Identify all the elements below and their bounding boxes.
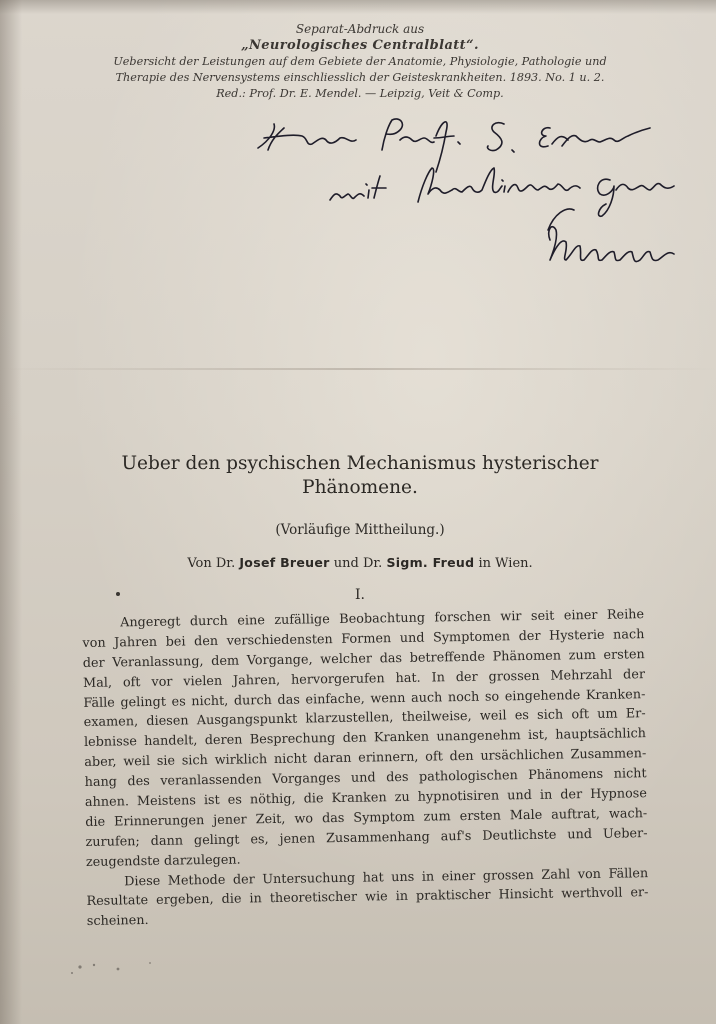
header-journal-title: „Neurologisches Centralblatt“. xyxy=(241,38,479,53)
body-paragraphs xyxy=(82,605,649,932)
ink-smudge-marks xyxy=(60,955,260,985)
body-line: scheinen. xyxy=(86,913,149,930)
header-journal-description-1: Uebersicht der Leistungen auf dem Gebiete der Anatomie, Physiologie, Pathologie und xyxy=(113,55,607,68)
offprint-header xyxy=(60,22,660,102)
body-line: hang des veranlassenden Vorganges und des pathologischen Phänomens nicht xyxy=(84,766,647,791)
handwritten-inscription xyxy=(250,110,690,280)
paper-fold-line xyxy=(0,368,716,370)
body-line: zeugendste darzulegen. xyxy=(85,852,241,870)
body-line: Diese Methode der Untersuchung hat uns in einer grossen Zahl von Fällen xyxy=(124,865,649,889)
handwritten-inscription-drawing xyxy=(250,110,690,280)
authors-between: und Dr. xyxy=(333,556,383,571)
body-line: Fälle gelingt es nicht, durch das einfache, wenn auch noch so eingehende Kranken- xyxy=(83,686,646,711)
author-freud: Sigm. Freud xyxy=(386,555,475,570)
body-line: zurufen; dann gelingt es, jenen Zusammenhang auf's Deutlichste und Ueber- xyxy=(85,825,648,850)
body-line: die Erinnerungen jener Zeit, wo das Symptom zum ersten Male auftrat, wach- xyxy=(85,806,648,830)
header-journal-description-2: Therapie des Nervensystems einschliesslich der Geisteskrankheiten. 1893. No. 1 u. 2. xyxy=(115,71,605,84)
body-line: Resultate ergeben, die in theoretischer wie in praktischer Hinsicht werthvoll er- xyxy=(86,885,649,910)
article-subtitle: (Vorläufige Mittheilung.) xyxy=(275,522,445,538)
author-breuer: Josef Breuer xyxy=(239,555,330,570)
authors-location: in Wien. xyxy=(478,556,533,571)
body-line: der Veranlassung, dem Vorgange, welcher das betreffende Phänomen zum ersten xyxy=(82,646,645,671)
body-line: Angeregt durch eine zufällige Beobachtung forschen wir seit einer Reihe xyxy=(120,607,645,631)
header-offprint-note: Separat-Abdruck aus xyxy=(295,22,425,36)
authors-prefix: Von Dr. xyxy=(187,556,236,571)
body-line: examen, diesen Ausgangspunkt klarzustellen, theilweise, weil es sich oft um Er- xyxy=(83,706,646,731)
header-editor-publisher: Red.: Prof. Dr. E. Mendel. — Leipzig, Veit & Comp. xyxy=(216,87,504,100)
article-title-line-1: Ueber den psychischen Mechanismus hysterischer xyxy=(121,453,599,474)
body-line: ahnen. Meistens ist es nöthig, die Kranken zu hypnotisiren und in der Hypnose xyxy=(84,786,648,810)
article-title xyxy=(60,452,660,500)
article-authors xyxy=(60,555,660,571)
body-line: Mal, oft vor vielen Jahren, hervorgerufen hat. In der grossen Mehrzahl der xyxy=(82,666,646,691)
body-line: lebnisse handelt, deren Besprechung den Kranken unangenehm ist, hauptsächlich xyxy=(83,726,647,751)
body-line: aber, weil sie sich wirklich nicht daran erinnern, oft den ursächlichen Zusammen- xyxy=(84,746,647,771)
section-number: I. xyxy=(355,587,365,603)
article-title-line-2: Phänomene. xyxy=(302,477,418,498)
body-line: von Jahren bei den verschiedensten Formen und Symptomen der Hysterie nach xyxy=(82,627,645,651)
